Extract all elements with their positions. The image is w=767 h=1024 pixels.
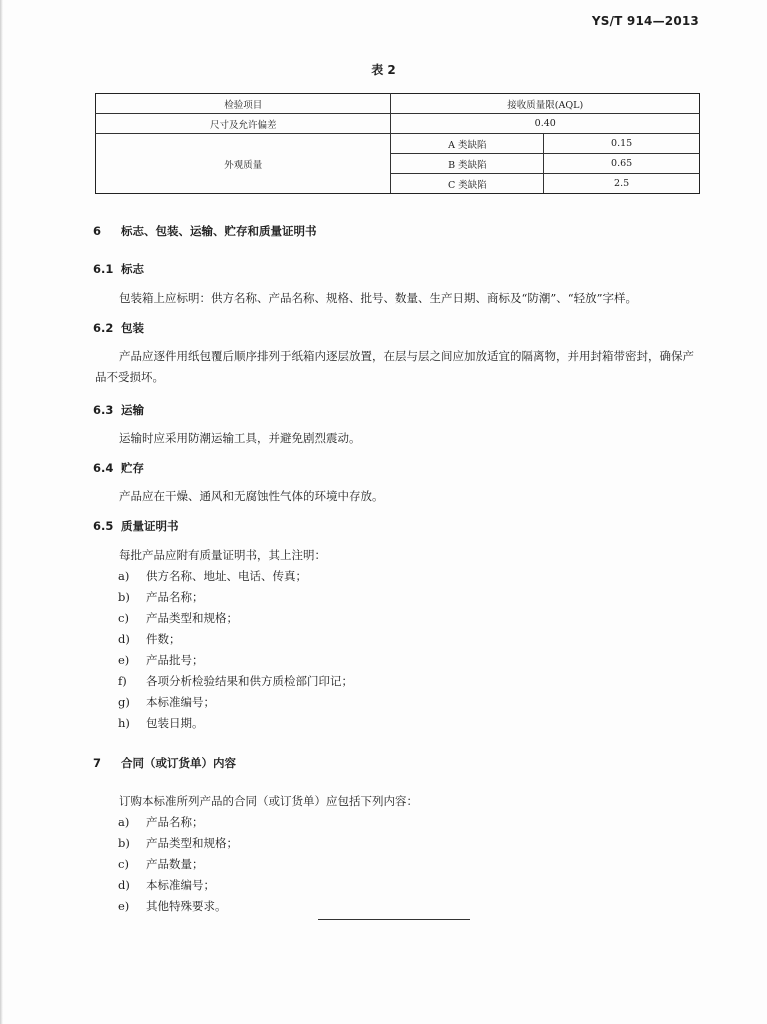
section-title: 合同（或订货单）内容 xyxy=(121,756,236,770)
list-item-label: a) xyxy=(118,569,130,583)
section-number: 6.2 xyxy=(93,321,114,335)
standard-number: YS/T 914—2013 xyxy=(591,14,699,28)
defect-value-c: 2.5 xyxy=(544,174,700,194)
section-heading-6-1 xyxy=(93,261,144,277)
list-item-text: 产品数量； xyxy=(146,857,204,871)
list-item-label: a) xyxy=(118,815,130,829)
paragraph-6-4: 产品应在干燥、通风和无腐蚀性气体的环境中存放。 xyxy=(119,489,384,503)
section-heading-6-3 xyxy=(93,402,144,418)
section-title: 包装 xyxy=(121,321,144,335)
table-caption: 表 2 xyxy=(371,63,396,77)
header-cell-item: 检验项目 xyxy=(96,94,391,114)
list-item xyxy=(118,673,353,689)
list-item-label: d) xyxy=(118,632,130,646)
page-edge-shadow xyxy=(0,0,3,1024)
defect-type-b: B 类缺陷 xyxy=(391,154,544,174)
paragraph-6-5-intro: 每批产品应附有质量证明书，其上注明： xyxy=(119,548,326,562)
list-item-label: b) xyxy=(118,836,130,850)
end-rule-divider xyxy=(318,919,470,920)
section-heading-6-5 xyxy=(93,518,179,534)
section-heading-6 xyxy=(93,223,317,239)
list-item-text: 产品类型和规格； xyxy=(146,836,238,850)
section-number: 6 xyxy=(93,224,102,238)
section-number: 7 xyxy=(93,756,102,770)
row-label-appearance: 外观质量 xyxy=(96,134,391,194)
list-item xyxy=(118,610,238,626)
paragraph-6-1: 包装箱上应标明：供方名称、产品名称、规格、批号、数量、生产日期、商标及“防潮”、“轻放”字样。 xyxy=(119,291,638,305)
list-item-text: 供方名称、地址、电话、传真； xyxy=(146,569,307,583)
list-item xyxy=(118,694,215,710)
section-title: 运输 xyxy=(121,403,144,417)
table-header-row xyxy=(96,94,700,114)
defect-type-c: C 类缺陷 xyxy=(391,174,544,194)
list-item-label: g) xyxy=(118,695,130,709)
section-title: 标志 xyxy=(121,262,144,276)
list-item-label: c) xyxy=(118,857,129,871)
list-item-text: 各项分析检验结果和供方质检部门印记； xyxy=(146,674,353,688)
section-title: 贮存 xyxy=(121,461,144,475)
list-item-text: 其他特殊要求。 xyxy=(146,899,227,913)
list-item xyxy=(118,631,181,647)
list-item-text: 本标准编号； xyxy=(146,878,215,892)
defect-value-a: 0.15 xyxy=(544,134,700,154)
section-number: 6.5 xyxy=(93,519,114,533)
list-item xyxy=(118,589,204,605)
section-number: 6.4 xyxy=(93,461,114,475)
list-item-text: 件数； xyxy=(146,632,181,646)
section-heading-6-4 xyxy=(93,460,144,476)
paragraph-6-2: 产品应逐件用纸包覆后顺序排列于纸箱内逐层放置，在层与层之间应加放适宜的隔离物，并用封箱带密封，确保产品不受损坏。 xyxy=(95,349,694,384)
paragraph-6-3: 运输时应采用防潮运输工具，并避免剧烈震动。 xyxy=(119,431,361,445)
defect-type-a: A 类缺陷 xyxy=(391,134,544,154)
list-item xyxy=(118,814,204,830)
list-item xyxy=(118,898,227,914)
row-label-dimension: 尺寸及允许偏差 xyxy=(96,114,391,134)
section-heading-7 xyxy=(93,755,236,771)
list-item-label: f) xyxy=(118,674,127,688)
section-number: 6.1 xyxy=(93,262,114,276)
list-item-label: d) xyxy=(118,878,130,892)
list-item-text: 产品批号； xyxy=(146,653,204,667)
list-item-label: e) xyxy=(118,653,130,667)
defect-value-b: 0.65 xyxy=(544,154,700,174)
list-item-text: 包装日期。 xyxy=(146,716,204,730)
table-row xyxy=(96,114,700,134)
row-value-dimension: 0.40 xyxy=(391,114,700,134)
list-item-label: c) xyxy=(118,611,129,625)
list-item-text: 产品名称； xyxy=(146,815,204,829)
list-item xyxy=(118,856,204,872)
paragraph-7-intro: 订购本标准所列产品的合同（或订货单）应包括下列内容： xyxy=(119,794,418,808)
section-title: 质量证明书 xyxy=(121,519,179,533)
list-item xyxy=(118,652,204,668)
list-item-label: e) xyxy=(118,899,130,913)
list-item xyxy=(118,835,238,851)
aql-table xyxy=(95,93,700,194)
list-item-text: 产品类型和规格； xyxy=(146,611,238,625)
list-item xyxy=(118,568,307,584)
list-item-text: 产品名称； xyxy=(146,590,204,604)
list-item-text: 本标准编号； xyxy=(146,695,215,709)
list-item-label: b) xyxy=(118,590,130,604)
section-number: 6.3 xyxy=(93,403,114,417)
section-title: 标志、包装、运输、贮存和质量证明书 xyxy=(121,224,317,238)
section-heading-6-2 xyxy=(93,320,144,336)
list-item xyxy=(118,877,215,893)
list-item-label: h) xyxy=(118,716,130,730)
list-item xyxy=(118,715,204,731)
header-cell-aql: 接收质量限(AQL) xyxy=(391,94,700,114)
table-row xyxy=(96,134,700,154)
